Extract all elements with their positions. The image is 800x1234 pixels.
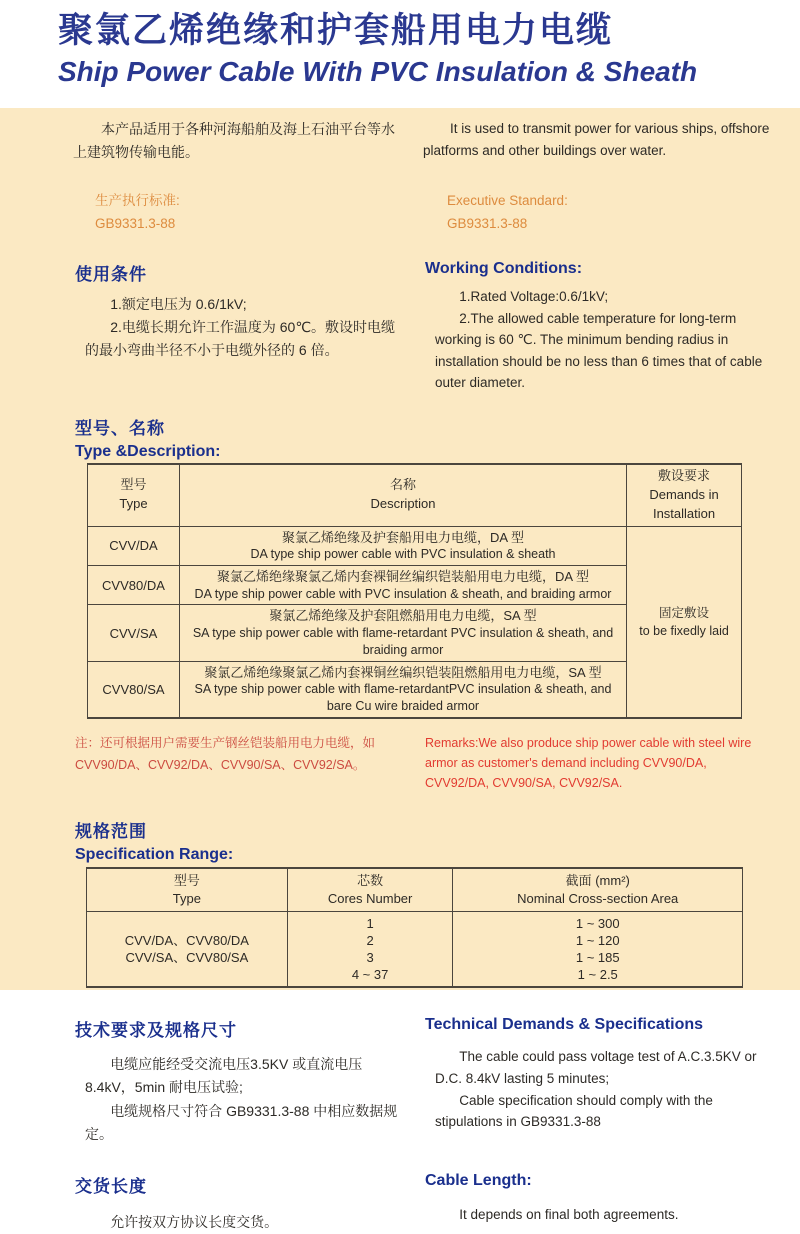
- cell-type: CVV/SA: [88, 605, 180, 661]
- cable-length-zh: [75, 1172, 405, 1234]
- working-conditions-section: [75, 260, 772, 394]
- standard-section: [75, 190, 772, 236]
- cable-length-title-zh: 交货长度: [75, 1176, 147, 1196]
- table-header-row: [88, 464, 742, 526]
- technical-zh: [75, 1016, 405, 1145]
- spec-title-zh: 规格范围: [75, 822, 147, 841]
- standard-zh: [95, 190, 425, 236]
- working-conditions-items-zh: [75, 293, 405, 362]
- type-title-en: Type &Description:: [75, 443, 221, 461]
- header-description: 名称 Description: [179, 464, 626, 526]
- condition-item: 2.The allowed cable temperature for long-term working is 60 ℃. The minimum bending radius in installation should be no less than 6 times that of cable outer diameter.: [435, 310, 763, 391]
- header-type: 型号 Type: [88, 464, 180, 526]
- cell-demands: 固定敷设 to be fixedly laid: [627, 526, 742, 718]
- cell-types: CVV/DA、CVV80/DA CVV/SA、CVV80/SA: [87, 912, 288, 988]
- standard-label-en: Executive Standard:: [447, 193, 568, 209]
- intro-text-en: It is used to transmit power for various ships, offshore platforms and other buildings over water.: [423, 121, 770, 158]
- remark-en: Remarks:We also produce ship power cable with steel wire armor as customer's demand including CVV90/DA, CVV92/DA, CVV90/SA, CVV92/SA.: [425, 736, 752, 790]
- cell-description: 聚氯乙烯绝缘聚氯乙烯内套裸铜丝编织铠装船用电力电缆，DA 型 DA type ship power cable with PVC insulation & sheath, and braiding armor: [179, 565, 626, 604]
- cell-areas: 1 ~ 300 1 ~ 120 1 ~ 185 1 ~ 2.5: [453, 912, 743, 988]
- cable-length-title-en: Cable Length:: [425, 1171, 532, 1189]
- header-area: 截面 (mm²) Nominal Cross-section Area: [453, 868, 743, 912]
- specification-table: [86, 867, 743, 988]
- technical-p1-zh: 电缆应能经受交流电压3.5KV 或直流电压8.4kV，5min 耐电压试验;: [85, 1056, 363, 1096]
- standard-label-zh: 生产执行标准:: [95, 193, 180, 209]
- spec-title-en: Specification Range:: [75, 846, 234, 863]
- working-conditions-zh: [75, 260, 405, 394]
- page-title-en: Ship Power Cable With PVC Insulation & Sheath: [58, 56, 698, 87]
- working-conditions-en: [425, 260, 772, 394]
- working-conditions-title-en: Working Conditions:: [425, 260, 583, 278]
- standard-value-en: GB9331.3-88: [447, 216, 528, 232]
- remarks-section: [75, 733, 772, 793]
- technical-section: [75, 1016, 772, 1145]
- header-demands: 敷设要求 Demands in Installation: [627, 464, 742, 526]
- remark-zh: 注：还可根据用户需要生产钢丝铠装船用电力电缆，如 CVV90/DA、CVV92/DA、CVV90/SA、CVV92/SA。: [75, 736, 376, 772]
- cell-description: 聚氯乙烯绝缘及护套船用电力电缆，DA 型 DA type ship power cable with PVC insulation & sheath: [179, 526, 626, 565]
- cell-cores: 1 2 3 4 ~ 37: [287, 912, 453, 988]
- cell-description: 聚氯乙烯绝缘及护套阻燃船用电力电缆，SA 型 SA type ship power cable with flame-retardant PVC insulation & sheath, and braiding armor: [179, 605, 626, 661]
- cell-description: 聚氯乙烯绝缘聚氯乙烯内套裸铜丝编织铠装阻燃船用电力电缆，SA 型 SA type ship power cable with flame-retardantPVC insulation & sheath, and bare Cu wire braided armor: [179, 661, 626, 718]
- page-title-zh: 聚氯乙烯绝缘和护套船用电力电缆: [58, 11, 614, 50]
- cell-type: CVV80/SA: [88, 661, 180, 718]
- table-row: [88, 526, 742, 565]
- cable-length-section: [75, 1172, 772, 1234]
- technical-p2-zh: 电缆规格尺寸符合 GB9331.3-88 中相应数据规定。: [85, 1102, 398, 1142]
- intro-text-zh: 本产品适用于各种河海船舶及海上石油平台等水上建筑物传输电能。: [73, 121, 395, 161]
- technical-p1-en: The cable could pass voltage test of A.C.3.5KV or D.C. 8.4kV lasting 5 minutes;: [435, 1049, 757, 1086]
- type-description-table: [87, 463, 742, 719]
- table-header-row: [87, 868, 743, 912]
- standard-en: [447, 190, 772, 236]
- standard-value-zh: GB9331.3-88: [95, 216, 176, 232]
- working-conditions-items-en: [425, 286, 772, 394]
- condition-item: 2.电缆长期允许工作温度为 60℃。敷设时电缆的最小弯曲半径不小于电缆外径的 6 倍。: [85, 319, 396, 359]
- content-area: [0, 108, 800, 1230]
- condition-item: 1.额定电压为 0.6/1kV;: [110, 296, 247, 313]
- technical-en: [425, 1016, 772, 1145]
- condition-item: 1.Rated Voltage:0.6/1kV;: [459, 289, 609, 305]
- technical-title-en: Technical Demands & Specifications: [425, 1016, 704, 1034]
- table-row: [87, 912, 743, 988]
- header-type: 型号 Type: [87, 868, 288, 912]
- page-header: [0, 0, 800, 108]
- working-conditions-title-zh: 使用条件: [75, 265, 147, 285]
- technical-p2-en: Cable specification should comply with the stipulations in GB9331.3-88: [435, 1092, 713, 1130]
- type-title-zh: 型号、名称: [75, 419, 165, 439]
- cable-length-en: [425, 1172, 772, 1234]
- cell-type: CVV80/DA: [88, 565, 180, 604]
- spec-section-heading: [75, 817, 772, 864]
- technical-title-zh: 技术要求及规格尺寸: [75, 1021, 237, 1041]
- header-cores: 芯数 Cores Number: [287, 868, 453, 912]
- cable-length-body-en: It depends on final both agreements.: [459, 1206, 679, 1222]
- intro-section: [75, 118, 772, 164]
- type-section-heading: [75, 414, 772, 461]
- cable-length-body-zh: 允许按双方协议长度交货。: [110, 1213, 279, 1230]
- cell-type: CVV/DA: [88, 526, 180, 565]
